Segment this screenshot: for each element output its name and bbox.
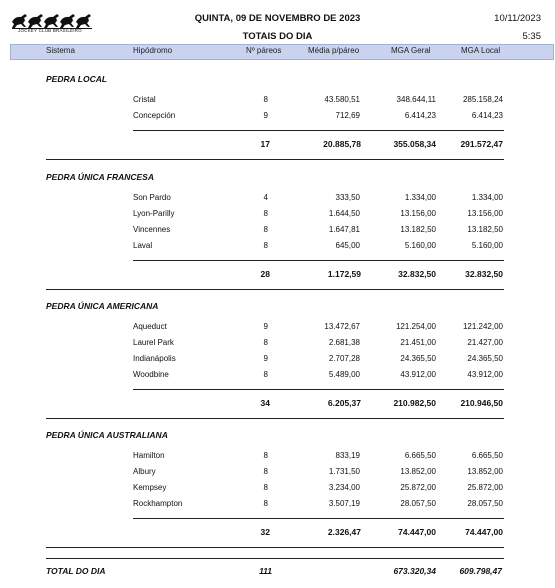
row-hipodromo: Laval: [133, 241, 153, 250]
row-media: 3.234,00: [328, 483, 360, 492]
row-pareos: 8: [263, 451, 268, 460]
row-media: 645,00: [335, 241, 360, 250]
row-pareos: 9: [263, 354, 268, 363]
row-mga-local: 43.912,00: [467, 370, 503, 379]
row-media: 13.472,67: [324, 322, 360, 331]
row-mga-geral: 24.365,50: [400, 354, 436, 363]
subtotal-media: 1.172,59: [327, 269, 361, 279]
row-mga-geral: 25.872,00: [400, 483, 436, 492]
row-hipodromo: Vincennes: [133, 225, 171, 234]
col-mga-local: MGA Local: [461, 46, 501, 55]
row-pareos: 9: [263, 111, 268, 120]
row-mga-geral: 28.057,50: [400, 499, 436, 508]
row-mga-local: 25.872,00: [467, 483, 503, 492]
row-media: 3.507,19: [328, 499, 360, 508]
group-title: PEDRA ÚNICA AMERICANA: [46, 301, 159, 311]
subtotal-mga-local: 210.946,50: [460, 398, 503, 408]
row-media: 2.707,28: [328, 354, 360, 363]
row-pareos: 4: [263, 193, 268, 202]
subtotal-rule: [133, 260, 504, 261]
row-mga-geral: 43.912,00: [400, 370, 436, 379]
subtotal-mga-local: 32.832,50: [465, 269, 503, 279]
row-mga-local: 13.182,50: [467, 225, 503, 234]
row-hipodromo: Concepción: [133, 111, 176, 120]
total-pareos: 111: [259, 566, 272, 576]
group-rule: [46, 289, 504, 290]
row-mga-geral: 6.665,50: [404, 451, 436, 460]
total-mga-geral: 673.320,34: [393, 566, 436, 576]
row-mga-local: 21.427,00: [467, 338, 503, 347]
row-mga-geral: 13.182,50: [400, 225, 436, 234]
group-rule: [46, 418, 504, 419]
row-hipodromo: Albury: [133, 467, 156, 476]
row-media: 712,69: [335, 111, 360, 120]
row-pareos: 9: [263, 322, 268, 331]
row-mga-geral: 6.414,23: [404, 111, 436, 120]
subtotal-mga-geral: 74.447,00: [398, 527, 436, 537]
row-media: 1.647,81: [328, 225, 360, 234]
col-sistema: Sistema: [46, 46, 75, 55]
row-hipodromo: Hamilton: [133, 451, 165, 460]
row-mga-local: 13.852,00: [467, 467, 503, 476]
row-pareos: 8: [263, 95, 268, 104]
row-media: 43.580,51: [324, 95, 360, 104]
subtotal-mga-geral: 32.832,50: [398, 269, 436, 279]
row-pareos: 8: [263, 209, 268, 218]
row-pareos: 8: [263, 225, 268, 234]
total-mga-local: 609.798,47: [459, 566, 502, 576]
subtotal-pareos: 17: [260, 139, 270, 149]
group-title: PEDRA LOCAL: [46, 74, 108, 84]
row-pareos: 8: [263, 499, 268, 508]
row-hipodromo: Son Pardo: [133, 193, 171, 202]
report-time: 5:35: [522, 31, 541, 42]
row-mga-local: 5.160,00: [471, 241, 503, 250]
row-mga-local: 24.365,50: [467, 354, 503, 363]
subtotal-mga-local: 74.447,00: [465, 527, 503, 537]
row-pareos: 8: [263, 241, 268, 250]
col-media: Média p/páreo: [308, 46, 360, 55]
row-hipodromo: Laurel Park: [133, 338, 174, 347]
row-media: 833,19: [335, 451, 360, 460]
total-label: TOTAL DO DIA: [46, 566, 106, 576]
row-mga-geral: 13.156,00: [400, 209, 436, 218]
row-hipodromo: Aqueduct: [133, 322, 167, 331]
row-mga-local: 13.156,00: [467, 209, 503, 218]
row-mga-local: 28.057,50: [467, 499, 503, 508]
row-media: 5.489,00: [328, 370, 360, 379]
report-title: QUINTA, 09 DE NOVEMBRO DE 2023: [194, 13, 361, 24]
row-pareos: 8: [263, 467, 268, 476]
total-rule: [46, 558, 504, 559]
row-mga-geral: 21.451,00: [400, 338, 436, 347]
col-hipodromo: Hipódromo: [133, 46, 173, 55]
subtotal-mga-geral: 355.058,34: [393, 139, 436, 149]
row-pareos: 8: [263, 483, 268, 492]
subtotal-rule: [133, 518, 504, 519]
group-rule: [46, 547, 504, 548]
row-hipodromo: Cristal: [133, 95, 156, 104]
row-media: 2.681,38: [328, 338, 360, 347]
row-mga-geral: 1.334,00: [404, 193, 436, 202]
group-title: PEDRA ÚNICA FRANCESA: [46, 172, 154, 182]
subtotal-pareos: 34: [260, 398, 270, 408]
row-mga-geral: 5.160,00: [404, 241, 436, 250]
subtotal-media: 2.326,47: [327, 527, 361, 537]
row-pareos: 8: [263, 370, 268, 379]
row-mga-geral: 348.644,11: [396, 95, 436, 104]
row-mga-geral: 13.852,00: [400, 467, 436, 476]
row-mga-geral: 121.254,00: [395, 322, 436, 331]
row-media: 333,50: [335, 193, 360, 202]
subtotal-mga-geral: 210.982,50: [393, 398, 436, 408]
row-hipodromo: Lyon-Parilly: [133, 209, 175, 218]
subtotal-pareos: 32: [260, 527, 270, 537]
row-mga-local: 1.334,00: [471, 193, 503, 202]
group-title: PEDRA ÚNICA AUSTRALIANA: [46, 430, 168, 440]
row-mga-local: 6.665,50: [471, 451, 503, 460]
row-mga-local: 285.158,24: [462, 95, 503, 104]
logo-text: JOCKEY CLUB BRASILEIRO: [18, 28, 82, 33]
row-hipodromo: Kempsey: [133, 483, 167, 492]
subtotal-rule: [133, 130, 504, 131]
col-mga-geral: MGA Geral: [391, 46, 431, 55]
row-mga-local: 121.242,00: [462, 322, 503, 331]
subtotal-pareos: 28: [260, 269, 270, 279]
row-media: 1.731,50: [328, 467, 360, 476]
col-pareos: Nº páreos: [246, 46, 282, 55]
row-hipodromo: Rockhampton: [133, 499, 183, 508]
report-date: 10/11/2023: [494, 13, 541, 24]
row-hipodromo: Woodbine: [133, 370, 169, 379]
subtotal-media: 20.885,78: [323, 139, 361, 149]
row-hipodromo: Indianápolis: [133, 354, 176, 363]
group-rule: [46, 159, 504, 160]
row-media: 1.644,50: [328, 209, 360, 218]
subtotal-media: 6.205,37: [327, 398, 361, 408]
row-mga-local: 6.414,23: [471, 111, 503, 120]
report-subtitle: TOTAIS DO DIA: [242, 31, 313, 42]
row-pareos: 8: [263, 338, 268, 347]
subtotal-rule: [133, 389, 504, 390]
subtotal-mga-local: 291.572,47: [460, 139, 503, 149]
